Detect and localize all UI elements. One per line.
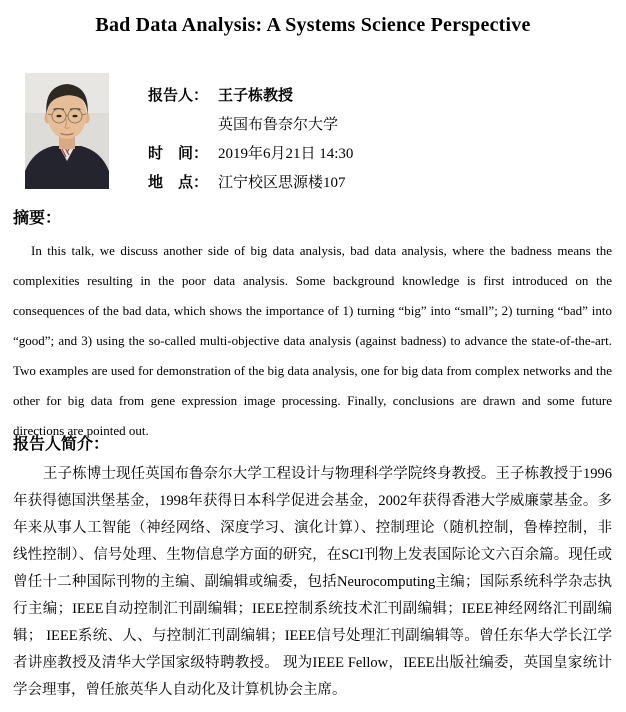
speaker-photo bbox=[25, 73, 109, 189]
bio-section bbox=[13, 431, 612, 704]
speaker-row bbox=[148, 80, 353, 109]
location-row bbox=[148, 167, 353, 196]
speaker-affiliation: 英国布鲁奈尔大学 bbox=[218, 117, 339, 133]
speaker-info-list bbox=[148, 73, 353, 196]
bio-heading: 报告人简介： bbox=[13, 436, 110, 453]
speaker-name: 王子栋教授 bbox=[218, 88, 294, 104]
abstract-section bbox=[13, 205, 612, 446]
speaker-label: 报告人： bbox=[148, 88, 209, 104]
talk-title: Bad Data Analysis: A Systems Science Perspective bbox=[95, 14, 531, 36]
bio-body: 王子栋博士现任英国布鲁奈尔大学工程设计与物理科学学院终身教授。王子栋教授于1996 年获得德国洪堡基金，1998年获得日本科学促进会基金，2002年获得香港大学威廉蒙基金。多年来从事人工智能（神经网络、深度学习、演化计算）、控制理论（随机控制，鲁棒控制，非线性控制）、信号处理、生物信息学方面的研究，在SCI刊物上发表国际论文六百余篇。现任或曾任十二种国际刊物的主编、副编辑或编委，包括Neurocomputing主编；国际系统科学杂志执行主编；IEEE自动控制汇刊副编辑；IEEE控制系统技术汇刊副编辑；IEEE神经网络汇刊副编辑； IEEE系统、人、与控制汇刊副编辑；IEEE信号处理汇刊副编辑等。曾任东华大学长江学者讲座教授及清华大学国家级特聘教授。 现为IEEE Fellow，IEEE出版社编委，英国皇家统计学会理事，曾任旅英华人自动化及计算机协会主席。 bbox=[13, 466, 612, 698]
speaker-info-section bbox=[25, 73, 353, 196]
time-label: 时 间： bbox=[148, 146, 209, 162]
time-row bbox=[148, 138, 353, 167]
location-value: 江宁校区思源楼107 bbox=[218, 175, 346, 191]
speaker-portrait-illustration bbox=[25, 73, 109, 189]
abstract-body: In this talk, we discuss another side of big data analysis, bad data analysis, where the badness means the complexities resulting in the poor data analysis. Some background knowledge is first introduced on the consequences of the bad data, which shows the importance of 1) turning “big” into “small”; 2) turning “bad” into “good”; and 3) using the so-called multi-objective data analysis (against badness) to advance the state-of-the-art. Two examples are used for demonstration of the big data analysis, one for big data from complex networks and the other for big data from gene expression image processing. Finally, conclusions are drawn and some future directions are pointed out. bbox=[13, 243, 612, 438]
time-value: 2019年6月21日 14:30 bbox=[218, 146, 354, 162]
abstract-heading: 摘要： bbox=[13, 210, 62, 227]
location-label: 地 点： bbox=[148, 175, 209, 191]
affiliation-row bbox=[148, 109, 353, 138]
